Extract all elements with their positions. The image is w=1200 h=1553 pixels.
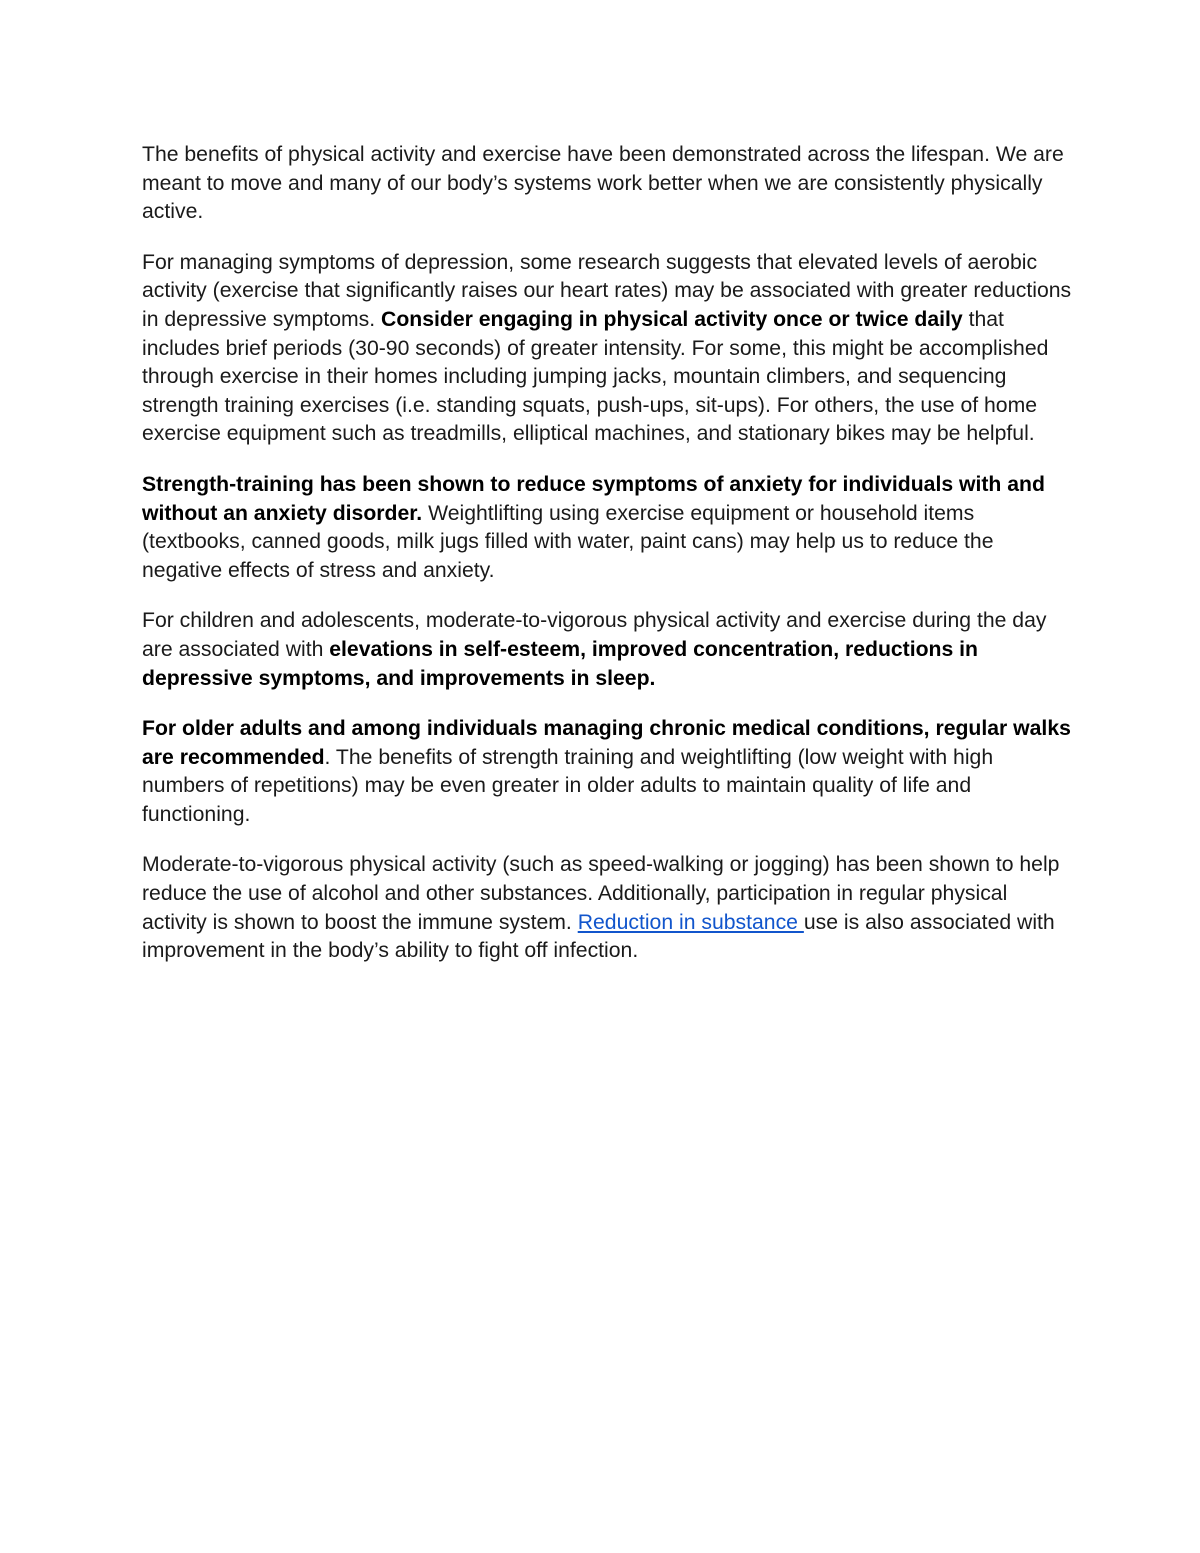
document-page [142,141,1072,988]
text-segment: Weightlifting using exercise equipment or household items (textbooks, canned goods, milk jugs filled with water, paint cans) may help us to reduce the negative effects of stress and anxiety. [142,501,994,582]
text-segment: For managing symptoms of depression, some research suggests that elevated levels of aerobic activity (exercise that significantly raises our heart rates) may be associated with greater reductions in depressive symptoms. [142,250,1072,331]
paragraph-depression [142,249,1072,449]
reduction-in-substance-link[interactable]: Reduction in substance [577,910,804,934]
paragraph-older-adults [142,715,1072,829]
text-segment: . The benefits of strength training and weightlifting (low weight with high numbers of repetitions) may be even greater in older adults to maintain quality of life and functioning. [142,745,994,826]
paragraph-children-adolescents [142,607,1072,693]
text-segment: Moderate-to-vigorous physical activity (such as speed-walking or jogging) has been shown to help reduce the use of alcohol and other substances. Additionally, participation in regular physical activity is shown to boost the immune system. [142,853,1060,934]
text-segment: For children and adolescents, moderate-to-vigorous physical activity and exercise during the day are associated with [142,609,1047,661]
text-segment: use is also associated with improvement in the body’s ability to fight off infection. [142,910,1055,963]
paragraph-anxiety [142,471,1072,585]
bold-recommendation: elevations in self-esteem, improved concentration, reductions in depressive symptoms, and improvements in sleep. [142,637,978,690]
paragraph-substance-use [142,851,1072,965]
paragraph-benefits-lifespan [142,141,1072,227]
bold-recommendation: For older adults and among individuals managing chronic medical conditions, regular walks are recommended [142,717,1071,769]
bold-recommendation: Strength-training has been shown to reduce symptoms of anxiety for individuals with and without an anxiety disorder. [142,472,1045,525]
text-segment: The benefits of physical activity and exercise have been demonstrated across the lifespan. We are meant to move and many of our body’s systems work better when we are consistently physically active. [142,143,1064,224]
bold-recommendation: Consider engaging in physical activity once or twice daily [381,307,963,331]
text-segment: that includes brief periods (30-90 seconds) of greater intensity. For some, this might be accomplished through exercise in their homes including jumping jacks, mountain climbers, and sequencing strength training exercises (i.e. standing squats, push-ups, sit-ups). For others, the use of home exercise equipment such as treadmills, elliptical machines, and stationary bikes may be helpful. [142,307,1049,446]
